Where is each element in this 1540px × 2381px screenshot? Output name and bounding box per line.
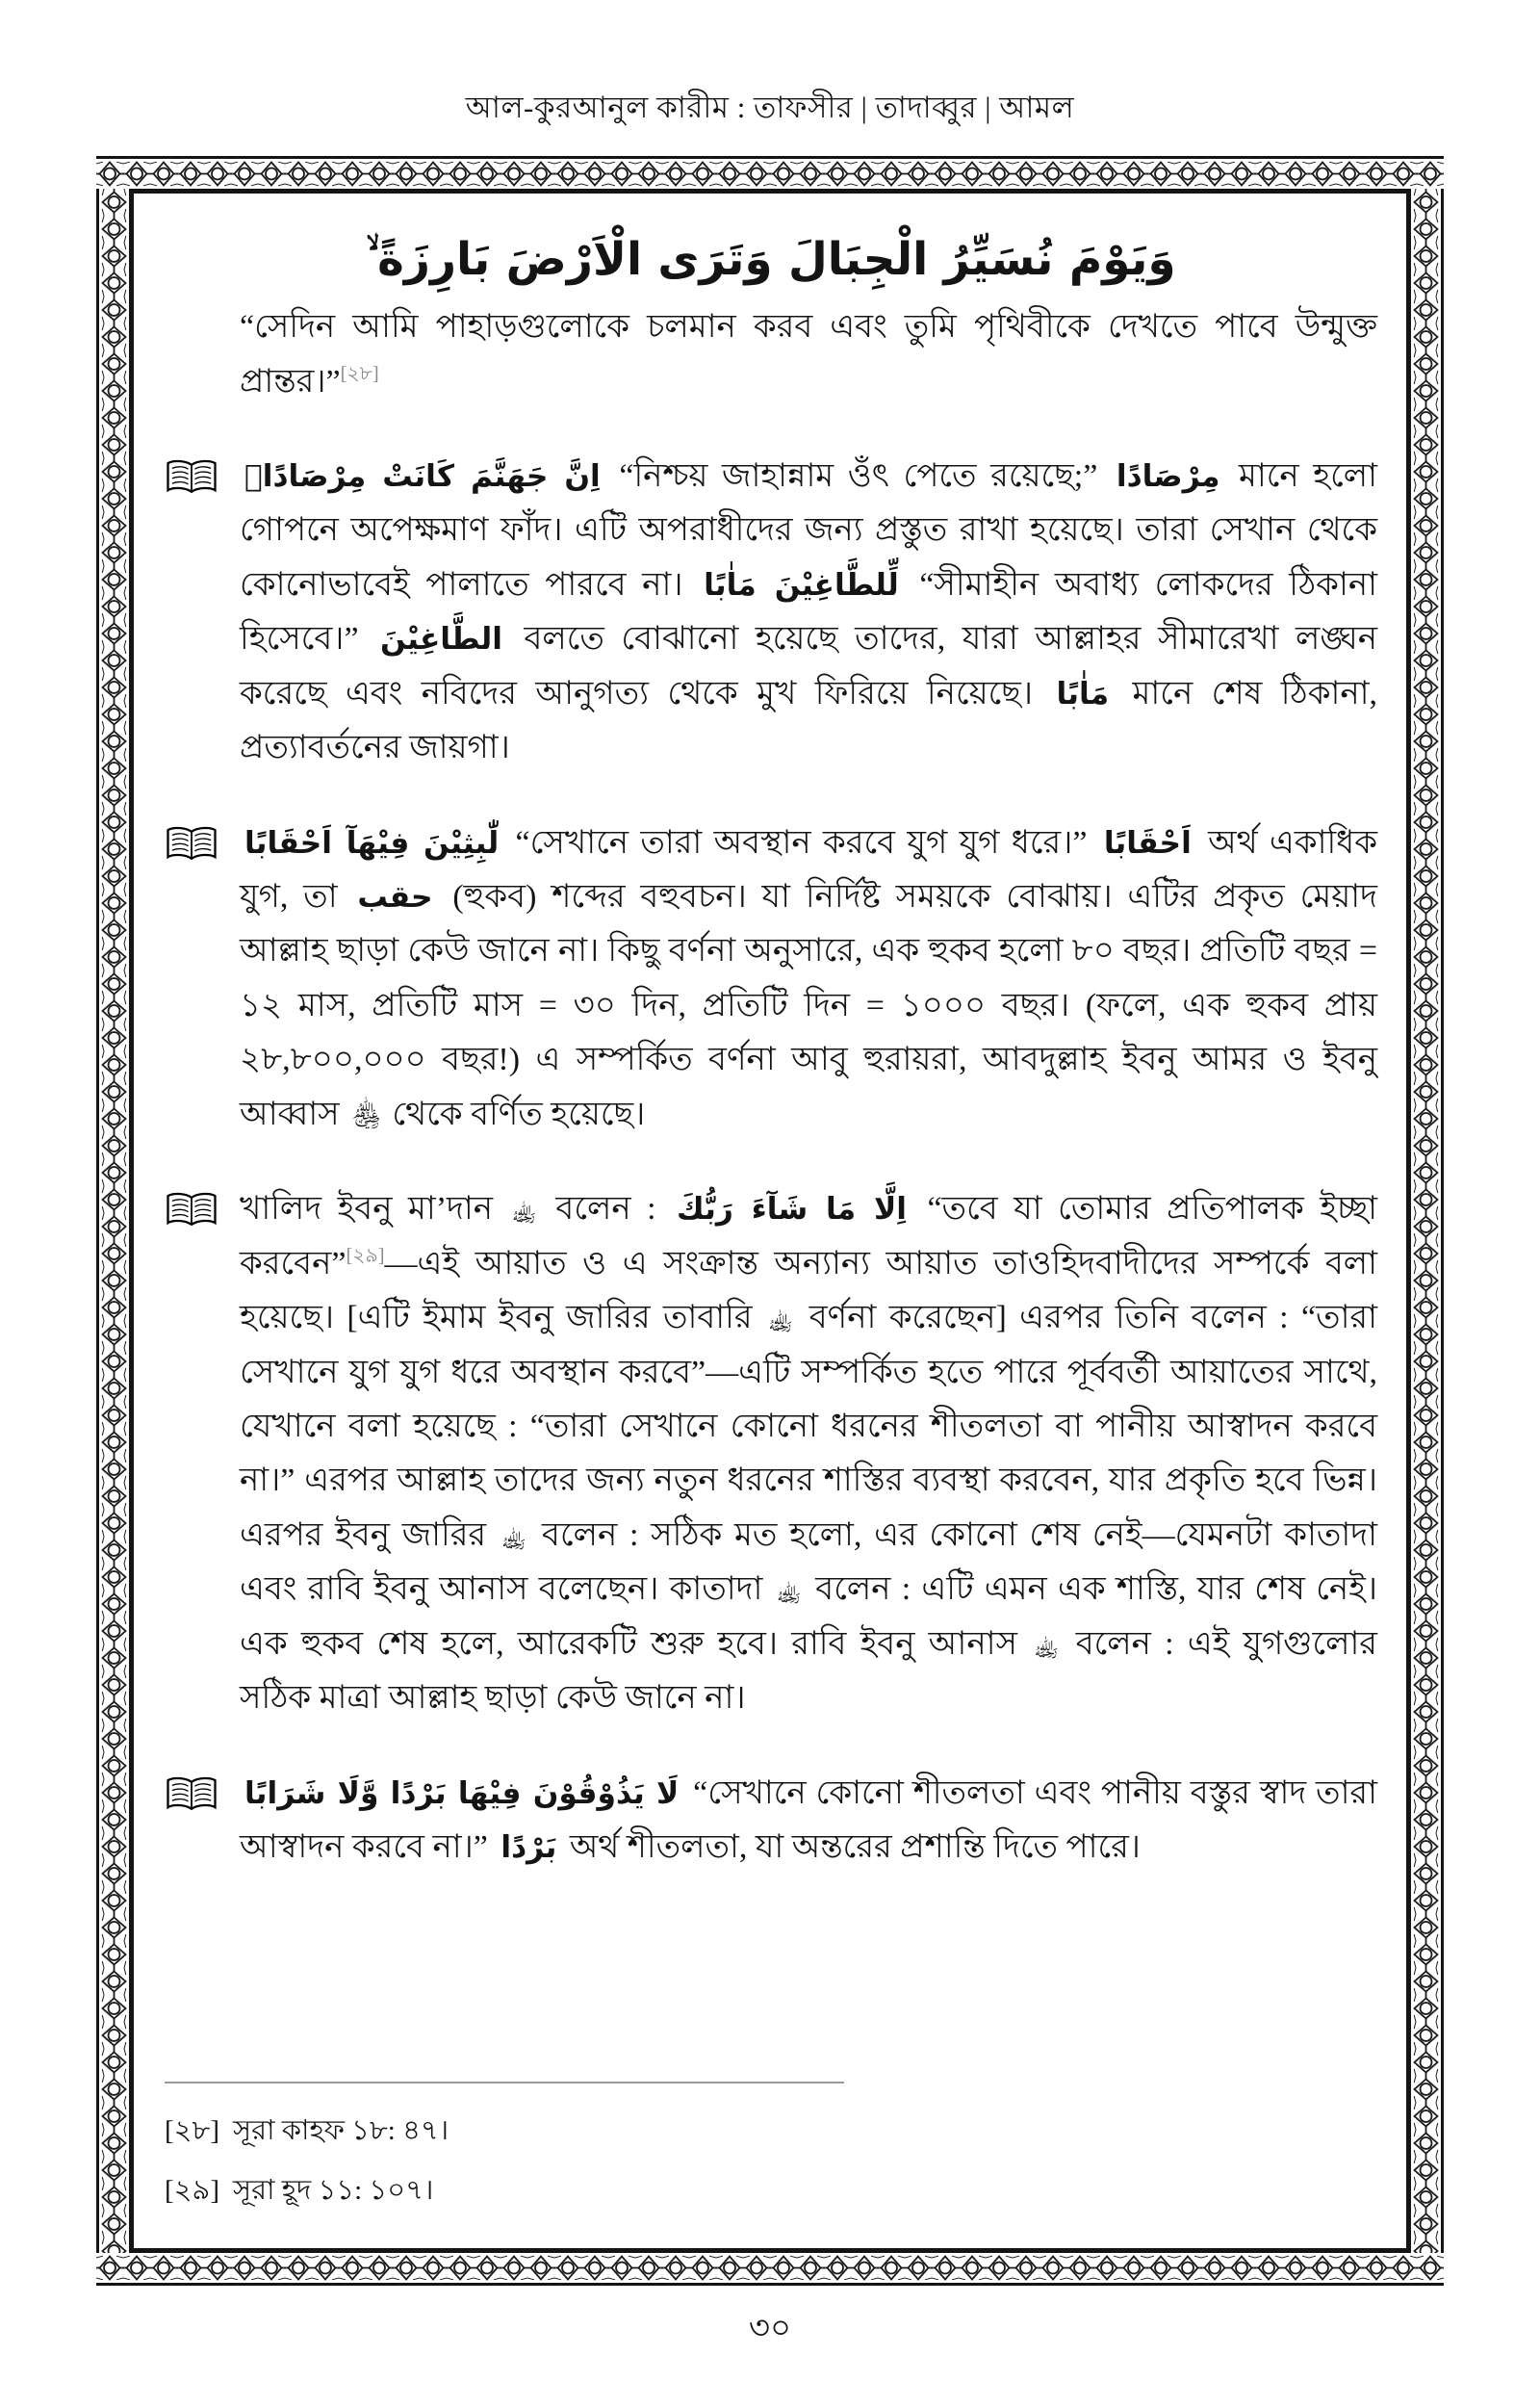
honorific-symbol: ﵀: [511, 1193, 537, 1227]
paragraph-text: [240, 1775, 1377, 1865]
frame-ornament-right: [1411, 189, 1444, 2253]
inline-arabic-text: لِّلطَّاغِيْنَ مَاٰبًا: [704, 567, 899, 603]
inline-arabic-text: اَحْقَابًا: [1103, 825, 1192, 861]
footnote-divider: [165, 2082, 844, 2083]
verse-translation: [165, 300, 1377, 409]
body-text: বর্ণনা করেছেন] এরপর তিনি বলেন : “তারা সেখানে যুগ যুগ ধরে অবস্থান করবে”—এটি সম্পর্কিত হতে পারে পূর্ববর্তী আয়াতের সাথে, যেখানে বলা হয়েছে : “তারা সেখানে কোনো ধরনের শীতলতা বা পানীয় আস্বাদন করবে না।” এরপর আল্লাহ তাদের জন্য নতুন ধরনের শাস্তির ব্যবস্থা করবেন, যার প্রকৃতি হবে ভিন্ন। এরপর ইবনু জারির: [240, 1300, 1377, 1553]
body-text: “তবে যা তোমার প্রতিপালক ইচ্ছা করবেন”: [240, 1191, 1377, 1281]
ornamental-frame: [96, 156, 1444, 2286]
verse-arabic: وَيَوْمَ نُسَيِّرُ الْجِبَالَ وَتَرَى الْاَرْضَ بَارِزَةً ۙ: [366, 233, 1176, 286]
page-number: ৩০: [748, 2311, 792, 2346]
body-text: (হুকব) শব্দের বহুবচন। যা নির্দিষ্ট সময়কে বোঝায়। এটির প্রকৃত মেয়াদ আল্লাহ ছাড়া কেউ জানে না। কিছু বর্ণনা অনুসারে, এক হুকব হলো ৮০ বছর। প্রতিটি বছর = ১২ মাস, প্রতিটি মাস = ৩০ দিন, প্রতিটি দিন = ১০০০ বছর। (ফলে, এক হুকব প্রায় ২৮,৮০০,০০০ বছর!) এ সম্পর্কিত বর্ণনা আবু হুরায়রা, আবদুল্লাহ ইবনু আমর ও ইবনু আব্বাস: [240, 879, 1377, 1132]
open-book-icon: [165, 825, 218, 864]
inline-arabic-text: لَا يَذُوْقُوْنَ فِيْهَا بَرْدًا وَّلَا شَرَابًا: [244, 1775, 680, 1811]
inline-arabic-text: اِلَّا مَا شَآءَ رَبُّكَ: [677, 1192, 907, 1228]
commentary-paragraph: [165, 1182, 1377, 1725]
honorific-symbol: ﵀: [500, 1518, 527, 1552]
body-text: অর্থ একাধিক যুগ, তা: [240, 824, 1378, 916]
paragraph-text: [240, 825, 1377, 1132]
body-text: বলেন : এটি এমন এক শাস্তি, যার শেষ নেই। এক হুকব শেষ হলে, আরেকটি শুরু হবে। রাবি ইবনু আনাস: [240, 1571, 1377, 1662]
footnote-ref: [২৯]: [346, 1245, 385, 1267]
inline-arabic-text: مِرْصَادًا: [1116, 458, 1220, 494]
body-text: মানে হলো গোপনে অপেক্ষমাণ ফাঁদ। এটি অপরাধীদের জন্য প্রস্তুত রাখা হয়েছে। তারা সেখান থেকে কোনোভাবেই পালাতে পারবে না।: [240, 457, 1377, 603]
commentary-paragraph: [165, 1767, 1377, 1876]
page-content: [129, 189, 1411, 2253]
body-text: বলেন : এই যুগগুলোর সঠিক মাত্রা আল্লাহ ছাড়া কেউ জানে না।: [240, 1625, 1378, 1717]
body-text: “সেখানে কোনো শীতলতা এবং পানীয় বস্তুর স্বাদ তারা আস্বাদন করবে না।”: [240, 1774, 1377, 1866]
footnote-item: [165, 2110, 1377, 2153]
paragraph-text: [240, 1191, 1377, 1716]
paragraph-text: [240, 458, 1377, 765]
body-text: —এই আয়াত ও এ সংক্রান্ত অন্যান্য আয়াত তাওহিদবাদীদের সম্পর্কে বলা হয়েছে। [এটি ইমাম ইবনু জারির তাবারি: [240, 1245, 1377, 1336]
body-text: থেকে বর্ণিত হয়েছে।: [383, 1096, 646, 1132]
footnote-list: [165, 2110, 1377, 2212]
body-text: বলতে বোঝানো হয়েছে তাদের, যারা আল্লাহর সীমারেখা লঙ্ঘন করেছে এবং নবিদের আনুগত্য থেকে মুখ ফিরিয়ে নিয়েছে।: [240, 621, 1378, 712]
inline-arabic-text: اِنَّ جَهَنَّمَ كَانَتْ مِرْصَادًاۙ: [244, 458, 601, 494]
inline-arabic-text: بَرْدًا: [500, 1830, 557, 1866]
commentary-paragraph: [165, 816, 1377, 1143]
open-book-icon: [165, 1191, 218, 1229]
frame-ornament-left: [96, 189, 129, 2253]
frame-ornament-bottom: [96, 2253, 1444, 2286]
inline-arabic-text: الطَّاغِيْنَ: [380, 622, 502, 658]
footnote-label: [২৯]: [165, 2174, 219, 2206]
open-book-icon: [165, 458, 218, 497]
running-header: আল-কুরআনুল কারীম : তাফসীর | তাদাব্বুর | আমল: [465, 91, 1075, 124]
inline-arabic-text: مَاٰبًا: [1056, 676, 1110, 712]
body-text: বলেন :: [539, 1191, 673, 1228]
verse-translation-text: “সেদিন আমি পাহাড়গুলোকে চলমান করব এবং তুমি পৃথিবীকে দেখতে পাবে উন্মুক্ত প্রান্তর।”: [240, 309, 1377, 400]
open-book-icon: [165, 1775, 218, 1814]
commentary-paragraph: [165, 450, 1377, 776]
honorific-symbol: ﵃: [350, 1098, 381, 1131]
footnote-ref: [২৮]: [340, 363, 379, 385]
body-text: “সীমাহীন অবাধ্য লোকদের ঠিকানা হিসেবে।”: [240, 566, 1377, 658]
frame-ornament-top: [96, 156, 1444, 189]
body-text: “নিশ্চয় জাহান্নাম ওঁৎ পেতে রয়েছে;”: [604, 457, 1112, 494]
footnote-item: [165, 2170, 1377, 2213]
body-text: বলেন : সঠিক মত হলো, এর কোনো শেষ নেই—যেমনটা কাতাদা এবং রাবি ইবনু আনাস বলেছেন। কাতাদা: [240, 1516, 1377, 1608]
honorific-symbol: ﵀: [776, 1573, 803, 1607]
honorific-symbol: ﵀: [767, 1302, 794, 1335]
body-text: মানে শেষ ঠিকানা, প্রত্যাবর্তনের জায়গা।: [240, 675, 1377, 766]
footnote-text: সূরা হূদ ১১: ১০৭।: [233, 2174, 434, 2206]
inline-arabic-text: لّٰبِثِيْنَ فِيْهَآ اَحْقَابًا: [244, 825, 500, 861]
paragraph-list: [165, 409, 1377, 1876]
body-text: খালিদ ইবনু মা’দান: [240, 1191, 509, 1228]
honorific-symbol: ﵀: [1034, 1627, 1060, 1661]
footnote-text: সূরা কাহফ ১৮: ৪৭।: [233, 2115, 449, 2146]
body-text: অর্থ শীতলতা, যা অন্তরের প্রশান্তি দিতে পারে।: [561, 1829, 1141, 1866]
footnote-label: [২৮]: [165, 2115, 219, 2146]
body-text: “সেখানে তারা অবস্থান করবে যুগ যুগ ধরে।”: [503, 824, 1099, 861]
footnote-block: [165, 2043, 1377, 2235]
inline-arabic-text: حقب: [357, 880, 433, 916]
